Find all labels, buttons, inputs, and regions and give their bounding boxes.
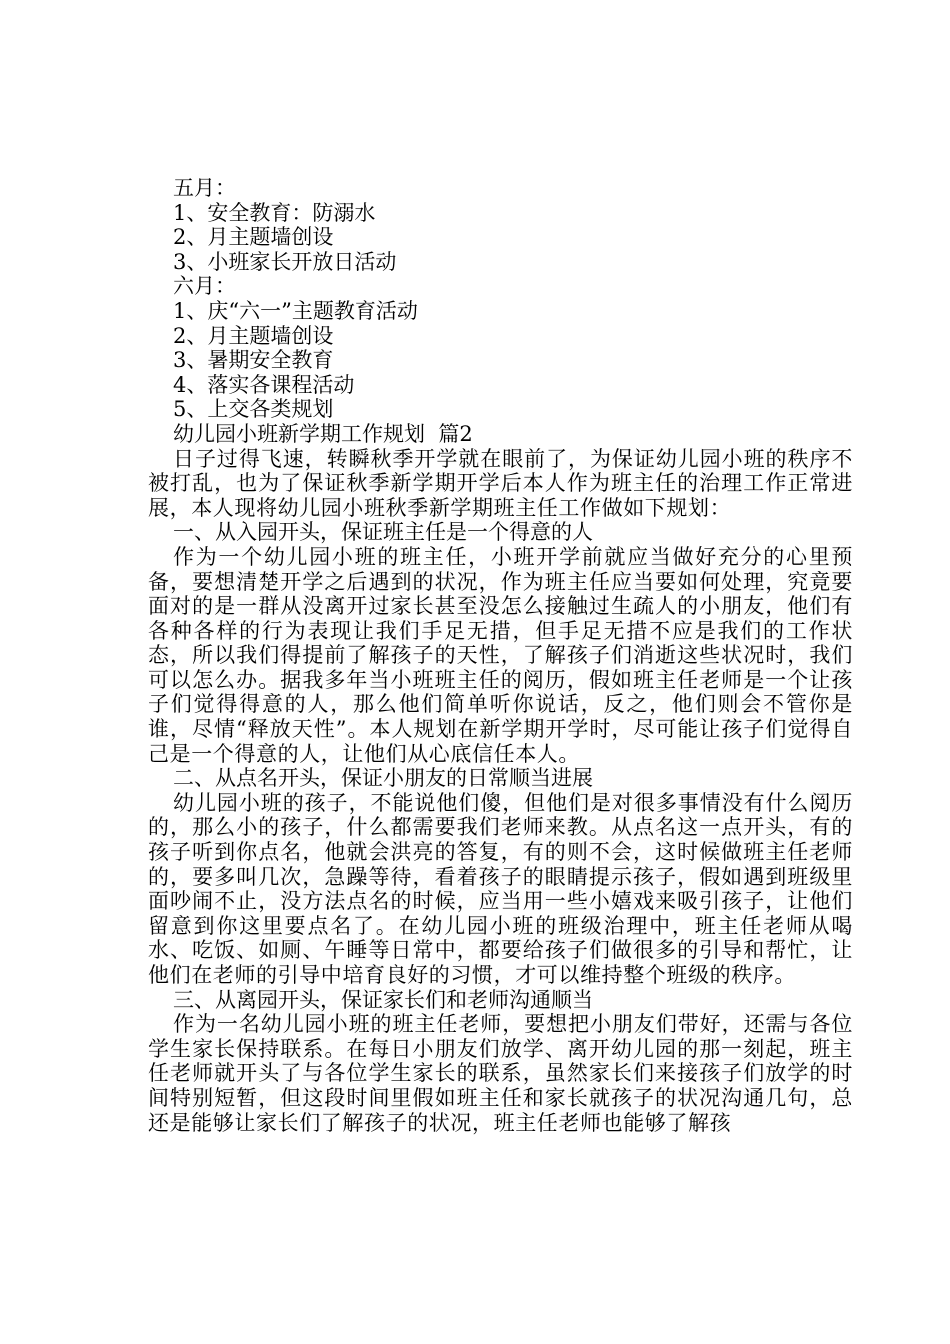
june-item: 4、落实各课程活动: [173, 372, 355, 397]
may-item: 2、月主题墙创设: [173, 225, 334, 250]
section-heading: 一、从入园开头，保证班主任是一个得意的人: [173, 520, 593, 545]
section-paragraph: 作为一个幼儿园小班的班主任，小班开学前就应当做好充分的心里预备，要想清楚开学之后遇到的状况，作为班主任应当要如何处理，究竟要面对的是一群从没离开过家长甚至没怎么接触过生疏人的小朋友，他们有各种各样的行为表现让我们手足无措，但手足无措不应是我们的工作状态，所以我们得提前了解孩子的天性，了解孩子们消逝这些状况时，我们可以怎么办。据我多年当小班班主任的阅历，假如班主任老师是一个让孩子们觉得得意的人，那么他们简单听你说话，反之，他们则会不管你是谁，尽情“释放天性”。本人规划在新学期开学时，尽可能让孩子们觉得自己是一个得意的人，让他们从心底信任本人。: [148, 544, 853, 766]
section-heading: 二、从点名开头，保证小朋友的日常顺当进展: [173, 766, 593, 791]
june-item: 5、上交各类规划: [173, 397, 334, 422]
section-paragraph: 作为一名幼儿园小班的班主任老师，要想把小朋友们带好，还需与各位学生家长保持联系。在每日小朋友们放学、离开幼儿园的那一刻起，班主任老师就开头了与各位学生家长的联系，虽然家长们来接孩子们放学的时间特别短暂，但这段时间里假如班主任和家长就孩子的状况沟通几句，总还是能够让家长们了解孩子的状况，班主任老师也能够了解孩: [148, 1012, 853, 1135]
section-paragraph: 幼儿园小班的孩子，不能说他们傻，但他们是对很多事情没有什么阅历的，那么小的孩子，什么都需要我们老师来教。从点名这一点开头，有的孩子听到你点名，他就会洪亮的答复，有的则不会，这时候做班主任老师的，要多叫几次，急躁等待，看着孩子的眼睛提示孩子，假如遇到班级里面吵闹不止，没方法点名的时候，应当用一些小嬉戏来吸引孩子，让他们留意到你这里要点名了。在幼儿园小班的班级治理中，班主任老师从喝水、吃饭、如厕、午睡等日常中，都要给孩子们做很多的引导和帮忙，让他们在老师的引导中培育良好的习惯，才可以维持整个班级的秩序。: [148, 790, 853, 987]
article-title: 幼儿园小班新学期工作规划 篇2: [173, 421, 473, 446]
may-item: 3、小班家长开放日活动: [173, 249, 397, 274]
may-item: 1、安全教育：防溺水: [173, 200, 376, 225]
may-heading: 五月：: [173, 176, 236, 200]
june-item: 3、暑期安全教育: [173, 348, 334, 373]
document-body: [148, 176, 853, 1135]
intro-paragraph: 日子过得飞速，转瞬秋季开学就在眼前了，为保证幼儿园小班的秩序不被打乱，也为了保证秋季新学期开学后本人作为班主任的治理工作正常进展，本人现将幼儿园小班秋季新学期班主任工作做如下规划：: [148, 446, 853, 520]
section-heading: 三、从离园开头，保证家长们和老师沟通顺当: [173, 987, 593, 1012]
june-item: 1、庆“六一”主题教育活动: [173, 298, 418, 323]
june-item: 2、月主题墙创设: [173, 323, 334, 348]
june-heading: 六月：: [173, 274, 236, 299]
